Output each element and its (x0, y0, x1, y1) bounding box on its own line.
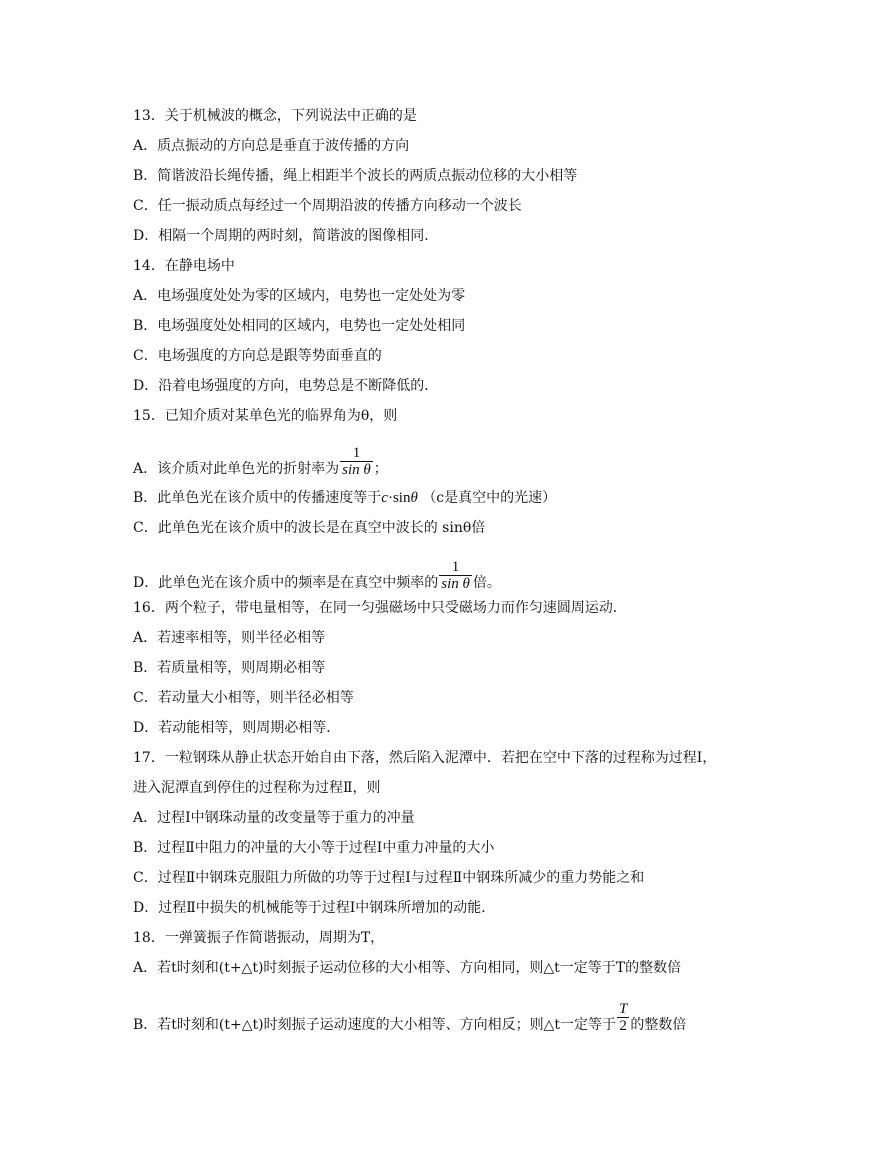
q13-option-d: D．相隔一个周期的两时刻，简谐波的图像相同． (133, 228, 439, 244)
q18-b-end: 的整数倍 (630, 1017, 687, 1033)
q13-option-b: B．简谐波沿长绳传播，绳上相距半个波长的两质点振动位移的大小相等 (133, 168, 578, 184)
q15-option-c: C．此单色光在该介质中的波长是在真空中波长的 sinθ倍 (133, 520, 486, 536)
q13-option-a: A．质点振动的方向总是垂直于波传播的方向 (133, 138, 410, 154)
q16-option-c: C．若动量大小相等，则半径必相等 (133, 690, 354, 706)
q18-option-b (133, 1001, 687, 1041)
q13-stem: 13．关于机械波的概念，下列说法中正确的是 (133, 108, 417, 124)
q18-option-a: A．若t时刻和(t+△t)时刻振子运动位移的大小相等、方向相同，则△t一定等于T的整数倍 (133, 960, 682, 976)
q18-b-text: B．若t时刻和(t+△t)时刻振子运动速度的大小相等、方向相反；则△t一定等于 (133, 1017, 616, 1033)
q15-a-fraction (340, 446, 373, 478)
q15-option-a (133, 445, 388, 485)
q16-option-b: B．若质量相等，则周期必相等 (133, 660, 326, 676)
q18-b-fraction (617, 1002, 629, 1034)
q16-stem: 16．两个粒子，带电量相等，在同一匀强磁场中只受磁场力而作匀速圆周运动． (133, 600, 627, 616)
q17-option-b: B．过程Ⅱ中阻力的冲量的大小等于过程Ⅰ中重力冲量的大小 (133, 840, 495, 856)
q14-stem: 14．在静电场中 (133, 258, 235, 274)
q15-d-text: D．此单色光在该介质中的频率是在真空中频率的 (133, 575, 439, 591)
q15-b-dot: · (387, 490, 393, 506)
q14-option-b: B．电场强度处处相同的区域内，电势也一定处处相同 (133, 318, 466, 334)
q15-b-text: B．此单色光在该介质中的传播速度等于 (133, 490, 382, 506)
q17-option-d: D．过程Ⅱ中损失的机械能等于过程Ⅰ中钢珠所增加的动能． (133, 900, 496, 916)
q15-d-denominator: sin θ (441, 576, 470, 592)
q15-b-end: （c是真空中的光速） (422, 490, 557, 506)
q15-stem: 15．已知介质对某单色光的临界角为θ，则 (133, 408, 398, 424)
q17-option-c: C．过程Ⅱ中钢珠克服阻力所做的功等于过程Ⅰ与过程Ⅱ中钢珠所减少的重力势能之和 (133, 870, 645, 886)
q18-b-denominator: 2 (617, 1017, 629, 1034)
q15-d-end: 倍。 (472, 575, 501, 591)
q15-a-denominator: sin θ (342, 462, 371, 478)
q15-option-b (133, 489, 556, 507)
q15-b-theta: θ (410, 490, 418, 506)
q15-a-numerator: 1 (352, 445, 361, 461)
q14-option-c: C．电场强度的方向总是跟等势面垂直的 (133, 348, 382, 364)
q14-option-a: A．电场强度处处为零的区域内，电势也一定处处为零 (133, 288, 466, 304)
q15-b-c: c (381, 490, 388, 506)
q16-option-a: A．若速率相等，则半径必相等 (133, 630, 326, 646)
q15-d-numerator: 1 (451, 559, 460, 575)
q15-a-end: ； (373, 461, 388, 477)
q17-option-a: A．过程Ⅰ中钢珠动量的改变量等于重力的冲量 (133, 810, 415, 826)
q17-stem-line1: 17．一粒钢珠从静止状态开始自由下落，然后陷入泥潭中．若把在空中下落的过程称为过程Ⅰ， (133, 750, 717, 766)
q15-b-sin: sin (392, 490, 411, 506)
q13-option-c: C．任一振动质点每经过一个周期沿波的传播方向移动一个波长 (133, 198, 522, 214)
q17-stem-line2: 进入泥潭直到停住的过程称为过程Ⅱ，则 (133, 780, 381, 796)
q15-a-text: A．该介质对此单色光的折射率为 (133, 461, 340, 477)
q14-option-d: D．沿着电场强度的方向，电势总是不断降低的． (133, 378, 439, 394)
q16-option-d: D．若动能相等，则周期必相等． (133, 720, 341, 736)
q18-stem: 18．一弹簧振子作简谐振动，周期为T， (133, 930, 385, 946)
q18-b-numerator: T (618, 1001, 628, 1017)
q15-d-fraction (439, 560, 472, 592)
q15-option-d (133, 559, 501, 599)
